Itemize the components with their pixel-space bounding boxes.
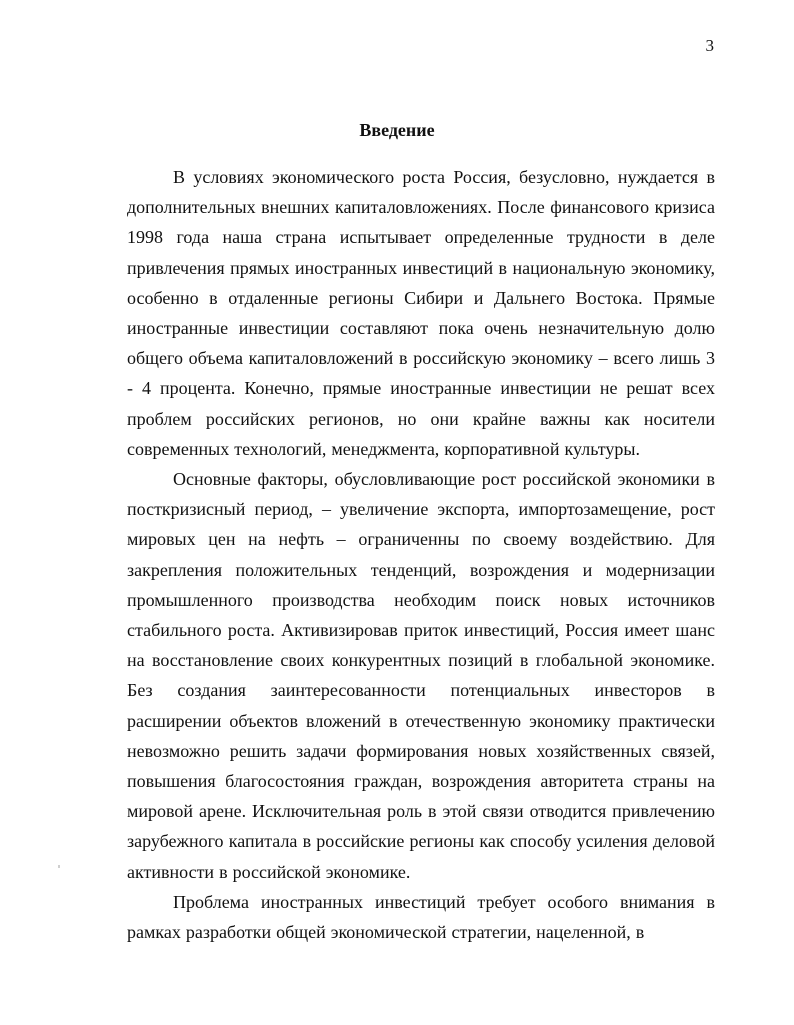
paragraph-3: Проблема иностранных инвестиций требует особого внимания в рамках разработки общей экономической стратегии, нацеленной, в bbox=[127, 891, 715, 943]
paragraph-1: В условиях экономического роста Россия, безусловно, нуждается в дополнительных внешних капиталовложениях. После финансового кризиса 1998 года наша страна испытывает определенные трудности в деле привлечения прямых иностранных инвестиций в национальную экономику, особенно в отдаленные регионы Сибири и Дальнего Востока. Прямые иностранные инвестиции составляют пока очень незначительную долю общего объема капиталовложений в российскую экономику – всего лишь 3 - 4 процента. Конечно, прямые иностранные инвестиции не решат всех проблем российских регионов, но они крайне важны как носители современных технологий, менеджмента, корпоративной культуры. bbox=[127, 167, 715, 459]
page-number: 3 bbox=[705, 36, 714, 55]
scan-margin-mark bbox=[58, 865, 60, 868]
section-heading: Введение bbox=[359, 120, 435, 140]
body-text bbox=[127, 162, 715, 947]
paragraph-2: Основные факторы, обусловливающие рост российской экономики в посткризисный период, – увеличение экспорта, импортозамещение, рост мировых цен на нефть – ограниченны по своему воздействию. Для закрепления положительных тенденций, возрождения и модернизации промышленного производства необходим поиск новых источников стабильного роста. Активизировав приток инвестиций, Россия имеет шанс на восстановление своих конкурентных позиций в глобальной экономике. Без создания заинтересованности потенциальных инвесторов в расширении объектов вложений в отечественную экономику практически невозможно решить задачи формирования новых хозяйственных связей, повышения благосостояния граждан, возрождения авторитета страны на мировой арене. Исключительная роль в этой связи отводится привлечению зарубежного капитала в российские регионы как способу усиления деловой активности в российской экономике. bbox=[127, 469, 715, 882]
